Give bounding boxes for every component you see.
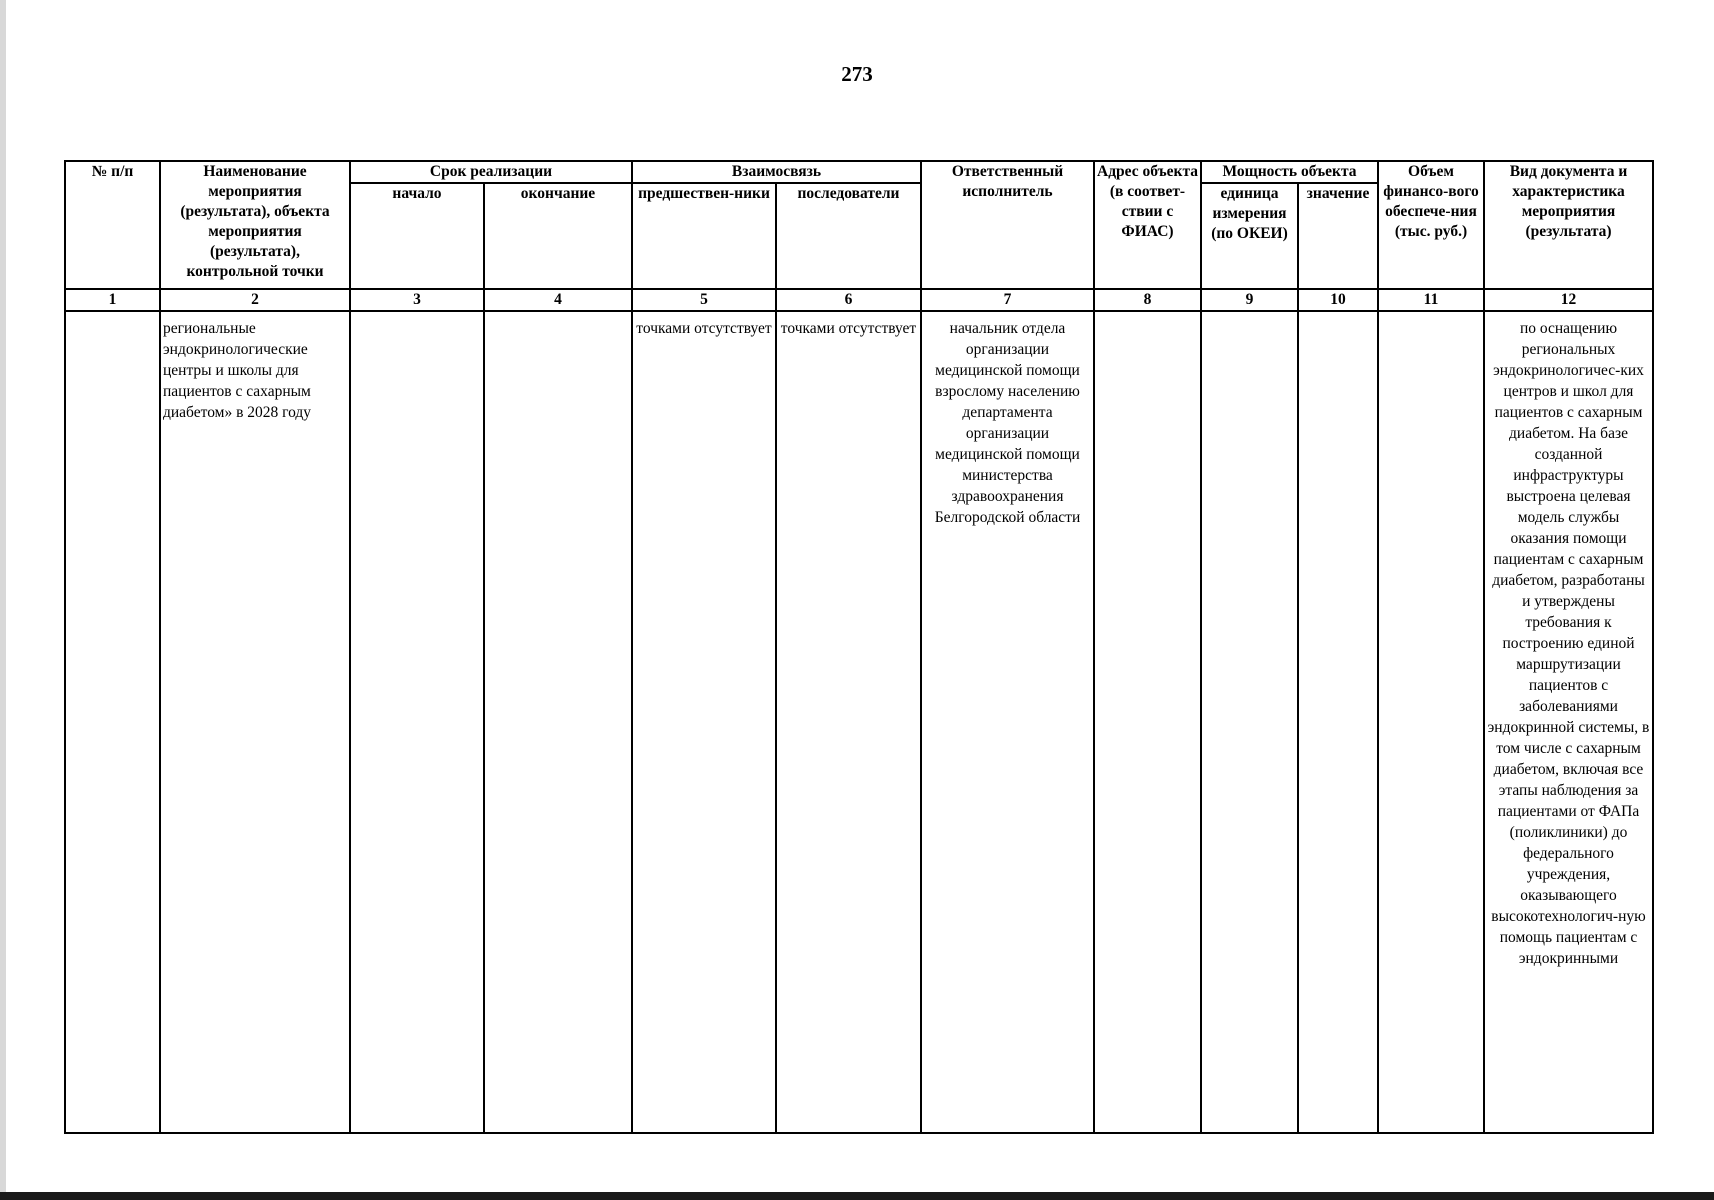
cell-num: [65, 311, 160, 1133]
header-num: № п/п: [65, 161, 160, 289]
cell-address: [1094, 311, 1201, 1133]
header-capacity-value: значение: [1298, 183, 1378, 289]
table-row: [65, 311, 1653, 1133]
cell-name: региональные эндокринологические центры и школы для пациентов с сахарным диабетом» в 2028 году: [160, 311, 350, 1133]
header-address: Адрес объекта (в соответ-ствии с ФИАС): [1094, 161, 1201, 289]
column-number: 11: [1378, 289, 1484, 311]
header-capacity: Мощность объекта: [1201, 161, 1378, 183]
column-number: 12: [1484, 289, 1653, 311]
header-name: Наименование мероприятия (результата), объекта мероприятия (результата), контрольной точки: [160, 161, 350, 289]
plan-table: [64, 160, 1654, 1134]
cell-responsible: начальник отдела организации медицинской помощи взрослому населению департамента организации медицинской помощи министерства здравоохранения Белгородской области: [921, 311, 1094, 1133]
cell-value: [1298, 311, 1378, 1133]
column-number-row: [65, 289, 1653, 311]
header-doc: Вид документа и характеристика мероприятия (результата): [1484, 161, 1653, 289]
header-link: Взаимосвязь: [632, 161, 921, 183]
header-row-top: [65, 161, 1653, 183]
cell-start: [350, 311, 484, 1133]
column-number: 5: [632, 289, 776, 311]
column-number: 9: [1201, 289, 1298, 311]
header-capacity-unit: единица измерения (по ОКЕИ): [1201, 183, 1298, 289]
header-link-prev: предшествен-ники: [632, 183, 776, 289]
cell-finance: [1378, 311, 1484, 1133]
page-number: 273: [841, 62, 873, 86]
column-number: 6: [776, 289, 921, 311]
column-number: 2: [160, 289, 350, 311]
column-number: 4: [484, 289, 632, 311]
header-term-end: окончание: [484, 183, 632, 289]
header-term-start: начало: [350, 183, 484, 289]
header-responsible: Ответственный исполнитель: [921, 161, 1094, 289]
header-term: Срок реализации: [350, 161, 632, 183]
cell-successors: точками отсутствует: [776, 311, 921, 1133]
column-number: 3: [350, 289, 484, 311]
column-number: 7: [921, 289, 1094, 311]
header-finance: Объем финансо-вого обеспече-ния (тыс. руб.): [1378, 161, 1484, 289]
header-link-next: последователи: [776, 183, 921, 289]
cell-predecessors: точками отсутствует: [632, 311, 776, 1133]
column-number: 8: [1094, 289, 1201, 311]
scan-edge-bottom: [0, 1192, 1714, 1200]
cell-unit: [1201, 311, 1298, 1133]
cell-doc: по оснащению региональных эндокринологичес-ких центров и школ для пациентов с сахарным диабетом. На базе созданной инфраструктуры выстроена целевая модель службы оказания помощи пациентам с сахарным диабетом, разработаны и утверждены требования к построению единой маршрутизации пациентов с заболеваниями эндокринной системы, в том числе с сахарным диабетом, включая все этапы наблюдения за пациентами от ФАПа (поликлиники) до федерального учреждения, оказывающего высокотехнологич-ную помощь пациентам с эндокринными: [1484, 311, 1653, 1133]
column-number: 10: [1298, 289, 1378, 311]
cell-end: [484, 311, 632, 1133]
column-number: 1: [65, 289, 160, 311]
scan-edge-left: [0, 0, 6, 1200]
